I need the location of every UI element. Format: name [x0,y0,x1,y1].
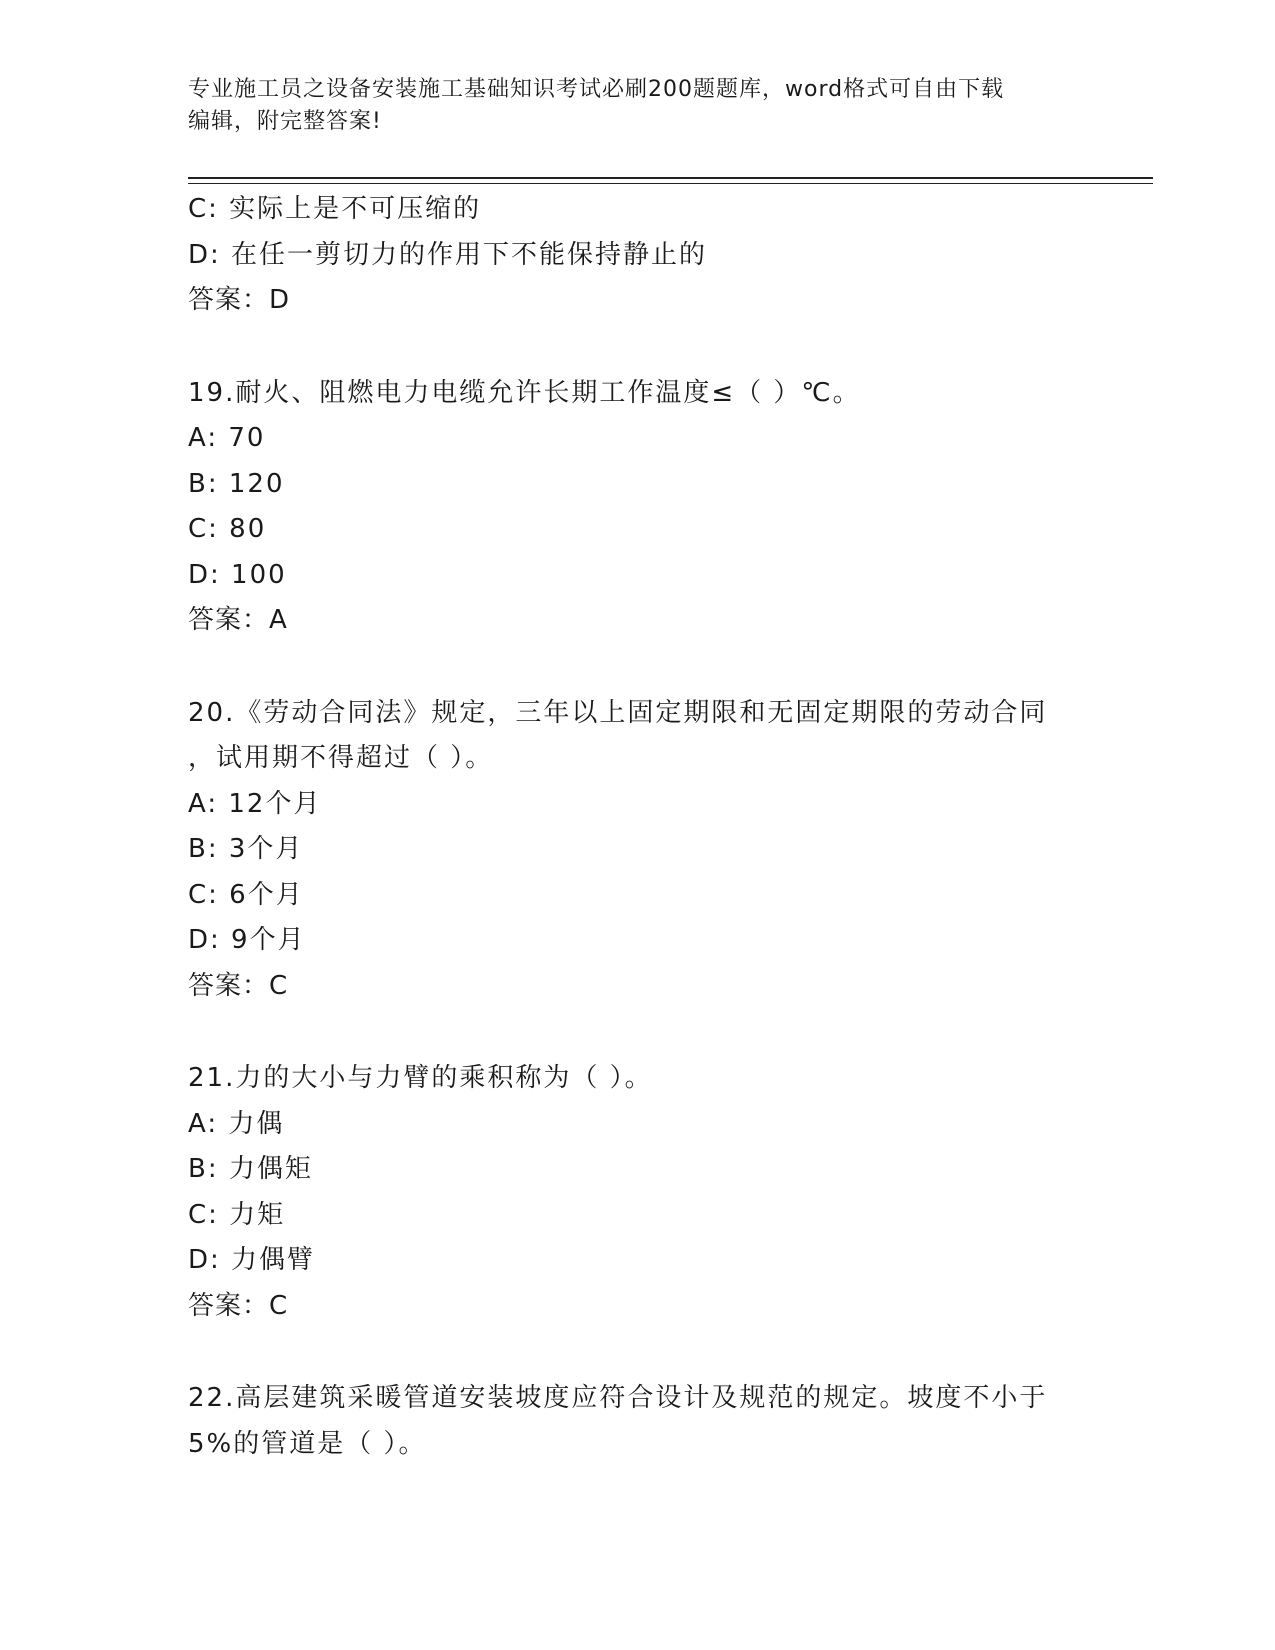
header-title-line-1: 专业施工员之设备安装施工基础知识考试必刷200题题库，word格式可自由下载 [188,77,1005,102]
question-21 [188,1056,1148,1329]
answer-line: 答案：C [188,1290,289,1321]
document-header [188,74,1088,138]
answer-line: 答案：A [188,605,288,635]
question-list [188,187,1148,1467]
question-22 [188,1376,1148,1467]
question-text: 22.高层建筑采暖管道安装坡度应符合设计及规范的规定。坡度不小于 [188,1383,1048,1413]
option-b: B: 力偶矩 [188,1154,313,1184]
option-c: C: 实际上是不可压缩的 [188,194,482,224]
answer-line: 答案：D [188,285,291,315]
header-title-line-2: 编辑，附完整答案! [188,109,382,134]
question-text: 20.《劳动合同法》规定，三年以上固定期限和无固定期限的劳动合同 [188,697,1048,728]
option-c: C: 80 [188,514,267,544]
option-a: A: 力偶 [188,1108,285,1139]
question-text: 21.力的大小与力臂的乘积称为（ ）。 [188,1063,653,1093]
option-c: C: 力矩 [188,1199,286,1230]
option-d: D: 100 [188,559,287,590]
question-text-continued: ，试用期不得超过（ ）。 [188,743,494,773]
question-19 [188,371,1148,644]
option-c: C: 6个月 [188,879,304,910]
option-b: B: 3个月 [188,834,304,864]
option-b: B: 120 [188,468,285,499]
answer-line: 答案：C [188,970,289,1001]
header-divider [188,177,1153,184]
option-a: A: 70 [188,423,266,453]
option-d: D: 在任一剪切力的作用下不能保持静止的 [188,239,708,270]
question-20 [188,691,1148,1010]
option-d: D: 力偶臂 [188,1245,316,1275]
question-text-continued: 5%的管道是（ ）。 [188,1428,427,1459]
option-d: D: 9个月 [188,925,306,955]
question-text: 19.耐火、阻燃电力电缆允许长期工作温度≤（ ）℃。 [188,377,861,408]
previous-question-tail [188,187,1148,324]
option-a: A: 12个月 [188,788,322,819]
